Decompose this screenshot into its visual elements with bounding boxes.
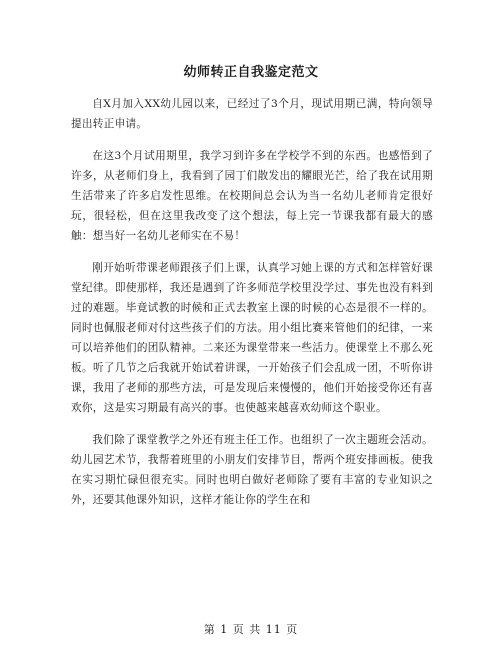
page-number-footer: 第 1 页 共 11 页 <box>203 623 299 636</box>
paragraph-3: 刚开始听带课老师跟孩子们上课，认真学习她上课的方式和怎样管好课堂纪律。即使那样，我还是遇到了许多师范学校里没学过、事先也没有料到过的难题。毕竟试教的时候和正式去教室上课的时候的心态是很不一样的。同时也佩服老师对付这些孩子们的方法。用小组比赛来管他们的纪律，一来可以培养他们的团队精神。二来还为课堂带来一些活力。使课堂上不那么死板。听了几节之后我就开始试着讲课，一开始孩子们会乱成一团，不听你讲课，我用了老师的那些方法，可是发现后来慢慢的，他们开始接受你还有喜欢你，这是实习期最有高兴的事。也使越来越喜欢幼师这个职业。 <box>71 262 433 414</box>
paragraph-1: 自X月加入XX幼儿园以来，已经过了3个月，现试用期已满，特向领导提出转正申请。 <box>71 98 433 130</box>
document-body <box>71 94 433 522</box>
paragraph-2: 在这3个月试用期里，我学习到许多在学校学不到的东西。也感悟到了许多，从老师们身上，我看到了园丁们散发出的耀眼光芒，给了我在试用期生活带来了许多启发性思维。在校期间总会认为当一名幼儿老师肯定很好玩，很轻松，但在这里我改变了这个想法，每上完一节课我都有最大的感触：想当好一名幼儿老师实在不易！ <box>71 150 433 242</box>
document-title: 幼师转正自我鉴定范文 <box>183 65 319 80</box>
paragraph-4: 我们除了课堂教学之外还有班主任工作。也组织了一次主题班会活动。幼儿园艺术节，我帮着班里的小朋友们安排节目，帮两个班安排画板。使我在实习期忙碌但很充实。同时也明白做好老师除了要有丰富的专业知识之外，还要其他课外知识，这样才能让你的学生在和 <box>71 434 433 506</box>
